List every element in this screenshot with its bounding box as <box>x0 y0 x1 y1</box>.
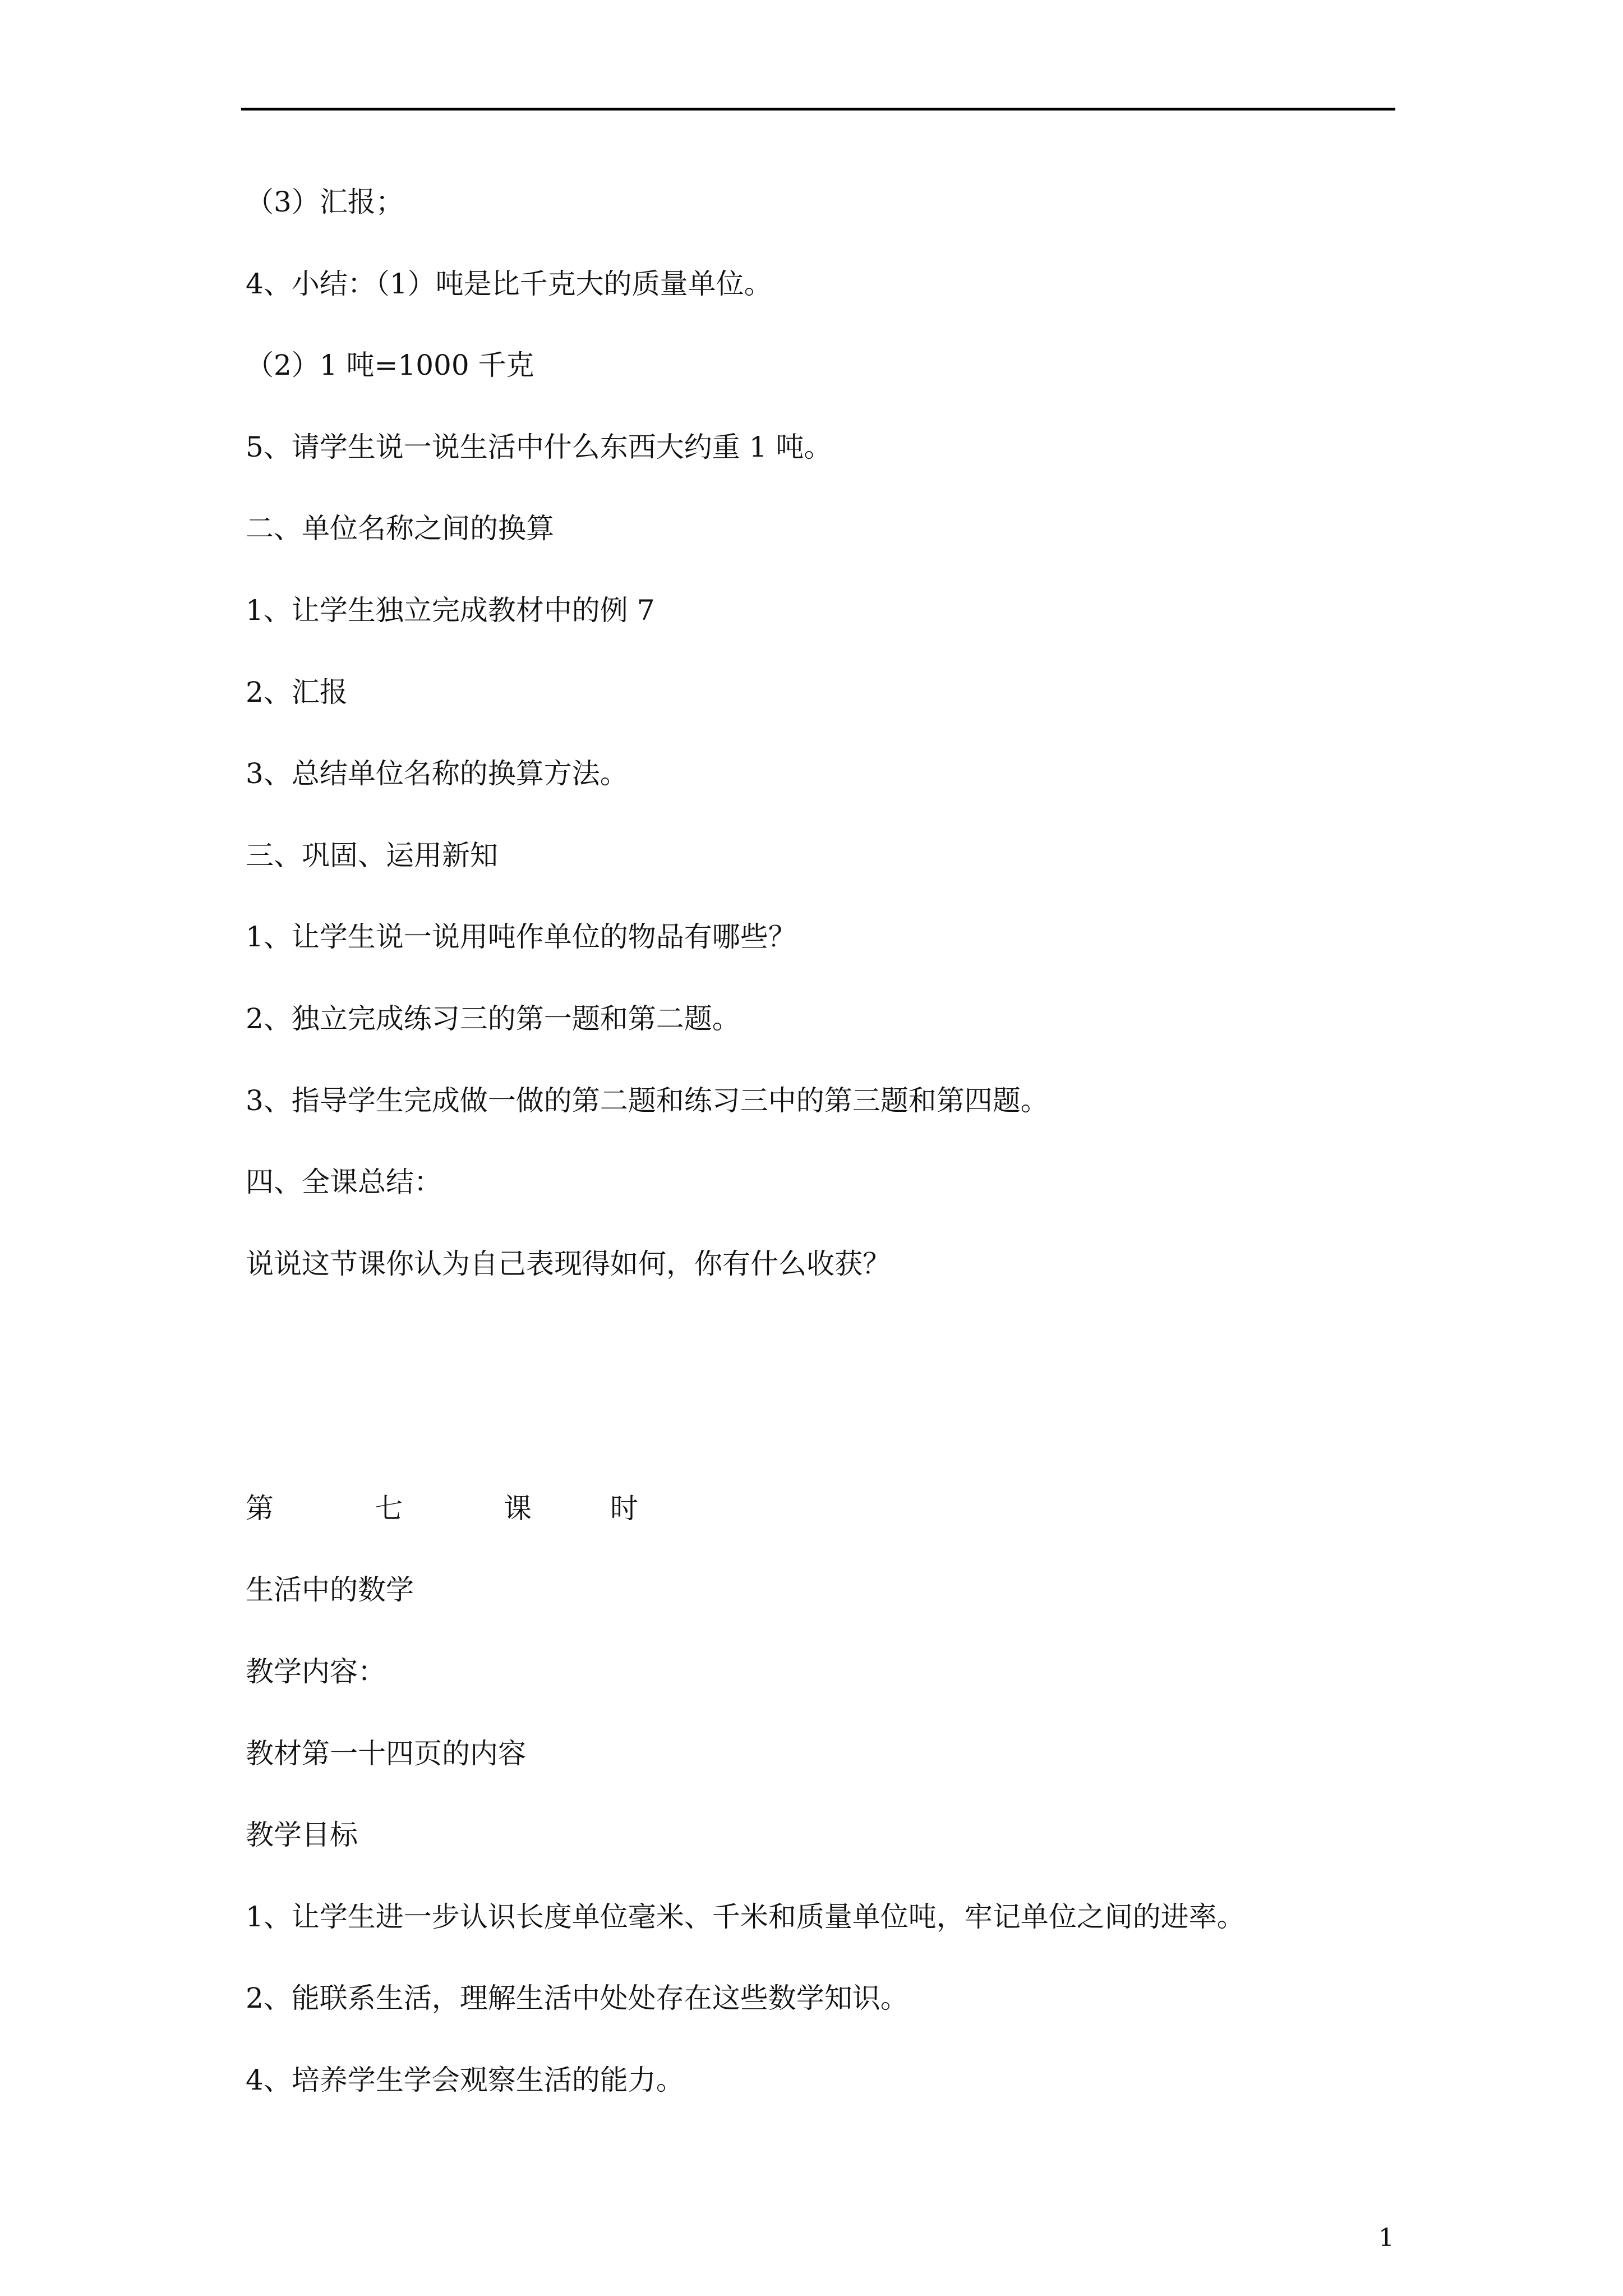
paragraph: （2）1 吨=1000 千克 <box>246 349 534 382</box>
paragraph: （3）汇报； <box>246 186 404 218</box>
paragraph: 2、独立完成练习三的第一题和第二题。 <box>246 1002 740 1035</box>
paragraph: 4、培养学生学会观察生活的能力。 <box>246 2063 684 2096</box>
paragraph: 1、让学生独立完成教材中的例 7 <box>246 593 655 627</box>
lesson-heading-char: 七 <box>375 1492 403 1525</box>
paragraph: 5、请学生说一说生活中什么东西大约重 1 吨。 <box>246 430 832 463</box>
page-number: 1 <box>1378 2224 1394 2252</box>
paragraph: 教学目标 <box>246 1819 358 1852</box>
paragraph: 教材第一十四页的内容 <box>246 1737 526 1770</box>
paragraph: 教学内容： <box>246 1655 386 1688</box>
paragraph: 3、总结单位名称的换算方法。 <box>246 757 628 790</box>
section-heading: 四、全课总结： <box>246 1166 442 1199</box>
paragraph: 1、让学生说一说用吨作单位的物品有哪些？ <box>246 921 796 954</box>
document-body <box>246 185 1395 2145</box>
paragraph: 4、小结：（1）吨是比千克大的质量单位。 <box>246 267 772 300</box>
section-heading: 二、单位名称之间的换算 <box>246 512 554 545</box>
lesson-heading-char: 第 <box>246 1492 274 1525</box>
lesson-heading <box>246 1492 1395 1573</box>
paragraph: 说说这节课你认为自己表现得如何，你有什么收获？ <box>246 1247 891 1280</box>
paragraph: 2、能联系生活，理解生活中处处存在这些数学知识。 <box>246 1982 909 2015</box>
paragraph: 2、汇报 <box>246 675 348 708</box>
section-heading: 三、巩固、运用新知 <box>246 839 498 872</box>
lesson-title: 生活中的数学 <box>246 1573 414 1607</box>
lesson-heading-char: 时 <box>610 1492 638 1525</box>
paragraph: 3、指导学生完成做一做的第二题和练习三中的第三题和第四题。 <box>246 1084 1049 1117</box>
header-rule <box>241 108 1395 111</box>
lesson-heading-char: 课 <box>504 1492 532 1525</box>
paragraph: 1、让学生进一步认识长度单位毫米、千米和质量单位吨，牢记单位之间的进率。 <box>246 1900 1245 1933</box>
